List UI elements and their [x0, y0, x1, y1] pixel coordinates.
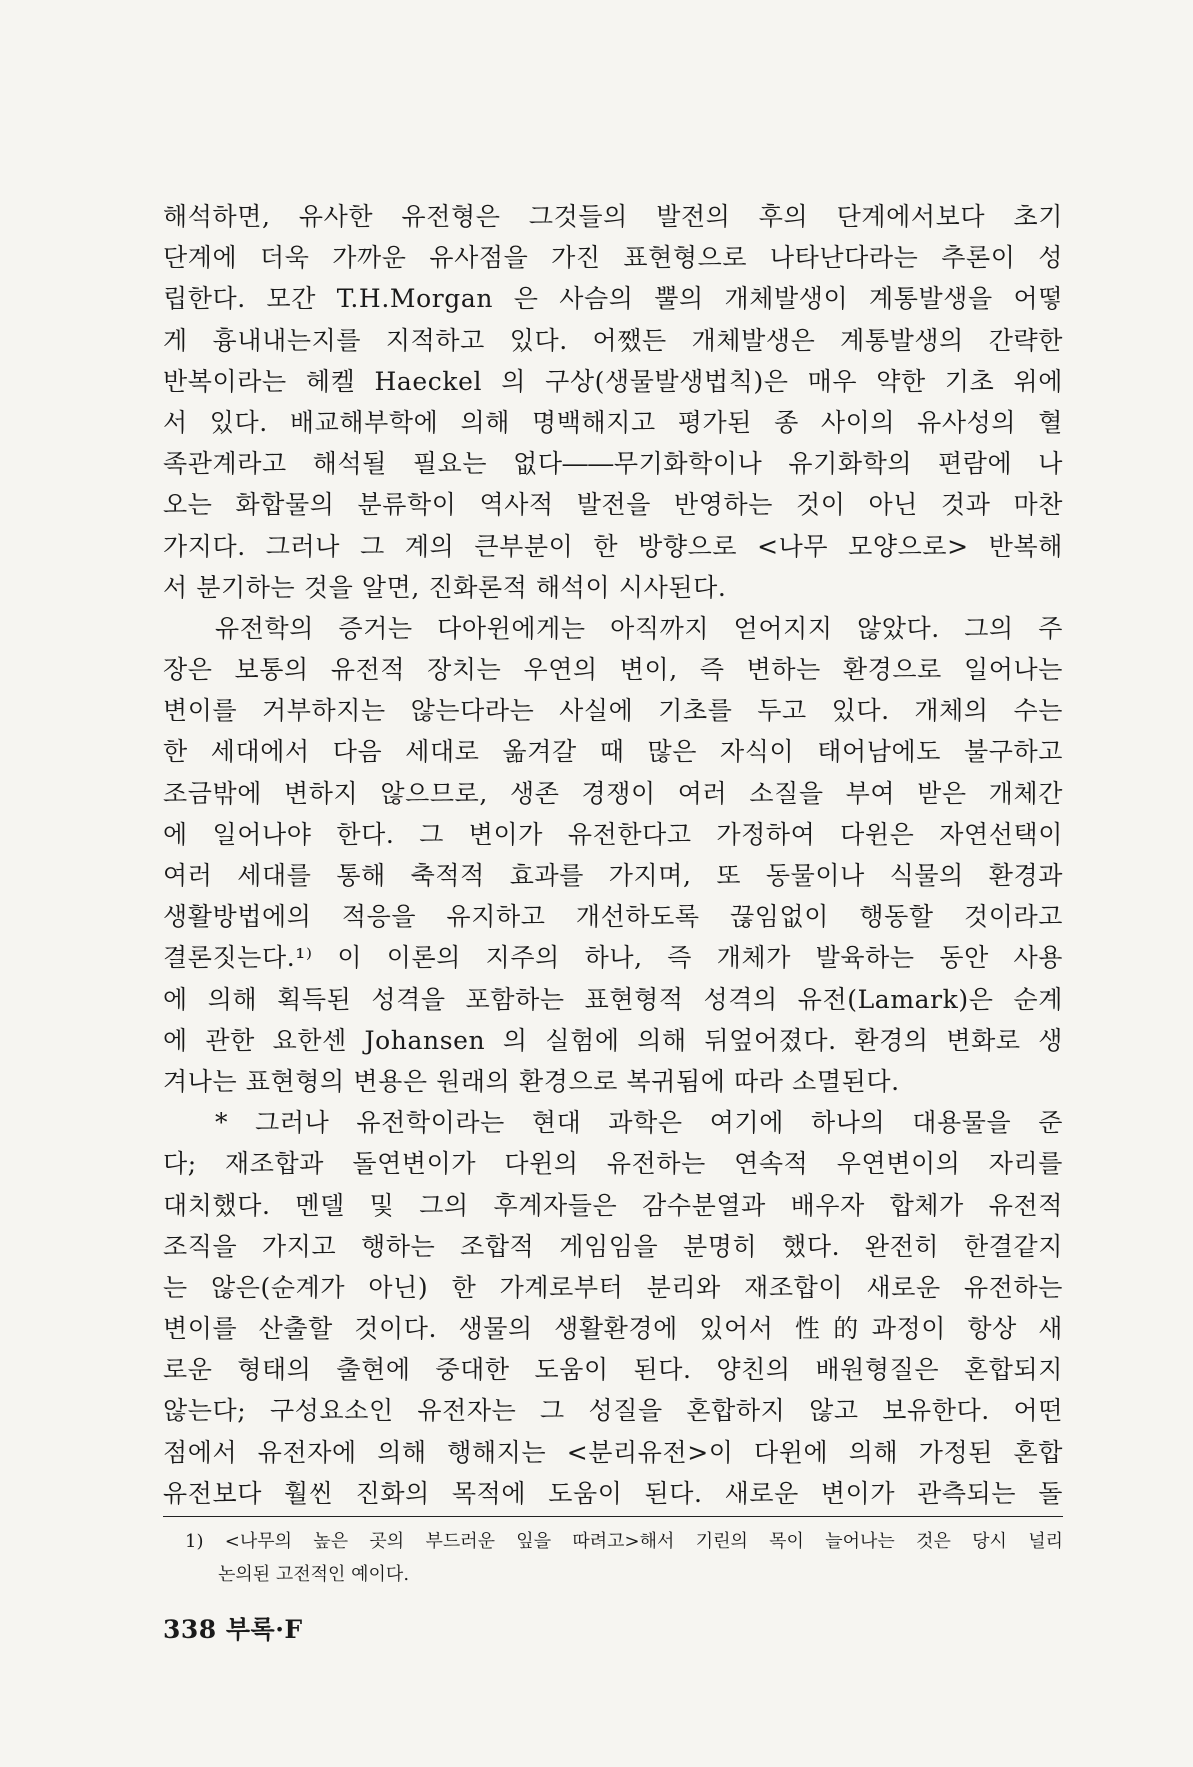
page-folio: 338 부록·F	[163, 1615, 303, 1644]
body-line: 생활방법에의 적응을 유지하고 개선하도록 끊임없이 행동할 것이라고	[163, 902, 1063, 932]
body-line: 반복이라는 헤켈 Haeckel 의 구상(생물발생법칙)은 매우 약한 기초 위에	[163, 366, 1063, 396]
body-line: 대치했다. 멘델 및 그의 후계자들은 감수분열과 배우자 합체가 유전적	[163, 1190, 1063, 1220]
body-line: 서 있다. 배교해부학에 의해 명백해지고 평가된 종 사이의 유사성의 혈	[163, 407, 1063, 437]
footnote	[185, 1525, 1063, 1591]
body-line: 는 않은(순계가 아닌) 한 가계로부터 분리와 재조합이 새로운 유전하는	[163, 1272, 1063, 1302]
body-line: 장은 보통의 유전적 장치는 우연의 변이, 즉 변하는 환경으로 일어나는	[163, 655, 1063, 685]
body-line: 로운 형태의 출현에 중대한 도움이 된다. 양친의 배원형질은 혼합되지	[163, 1355, 1063, 1385]
body-line: 유전보다 훨씬 진화의 목적에 도움이 된다. 새로운 변이가 관측되는 돌	[163, 1478, 1063, 1508]
body-line: 점에서 유전자에 의해 행해지는 <분리유전>이 다윈에 의해 가정된 혼합	[163, 1437, 1063, 1467]
body-line: 겨나는 표현형의 변용은 원래의 환경으로 복귀됨에 따라 소멸된다.	[163, 1066, 900, 1096]
body-line: 변이를 거부하지는 않는다라는 사실에 기초를 두고 있다. 개체의 수는	[163, 696, 1063, 726]
body-line: 단계에 더욱 가까운 유사점을 가진 표현형으로 나타난다라는 추론이 성	[163, 243, 1063, 273]
body-line: 오는 화합물의 분류학이 역사적 발전을 반영하는 것이 아닌 것과 마찬	[163, 490, 1063, 520]
body-line: 에 일어나야 한다. 그 변이가 유전한다고 가정하여 다윈은 자연선택이	[163, 819, 1063, 849]
body-line: 족관계라고 해석될 필요는 없다――무기화학이나 유기화학의 편람에 나	[163, 449, 1063, 479]
body-line: 다; 재조합과 돌연변이가 다윈의 유전하는 연속적 우연변이의 자리를	[163, 1149, 1063, 1179]
body-line: 서 분기하는 것을 알면, 진화론적 해석이 시사된다.	[163, 572, 727, 602]
footnote-line: 논의된 고전적인 예이다.	[218, 1564, 410, 1585]
body-line: * 그러나 유전학이라는 현대 과학은 여기에 하나의 대용물을 준	[215, 1108, 1063, 1138]
body-line: 유전학의 증거는 다아윈에게는 아직까지 얻어지지 않았다. 그의 주	[215, 613, 1063, 643]
body-text	[163, 196, 1063, 1514]
body-line: 조금밖에 변하지 않으므로, 생존 경쟁이 여러 소질을 부여 받은 개체간	[163, 778, 1063, 808]
body-line: 가지다. 그러나 그 계의 큰부분이 한 방향으로 <나무 모양으로> 반복해	[163, 531, 1063, 561]
footnote-divider	[163, 1516, 1063, 1517]
body-line: 변이를 산출할 것이다. 생물의 생활환경에 있어서 性的과정이 항상 새	[163, 1314, 1063, 1344]
body-line: 한 세대에서 다음 세대로 옮겨갈 때 많은 자식이 태어남에도 불구하고	[163, 737, 1063, 767]
body-line: 해석하면, 유사한 유전형은 그것들의 발전의 후의 단계에서보다 초기	[163, 202, 1063, 231]
body-line: 여러 세대를 통해 축적적 효과를 가지며, 또 동물이나 식물의 환경과	[163, 861, 1063, 890]
footnote-line: 1) <나무의 높은 곳의 부드러운 잎을 따려고>해서 기린의 목이 늘어나는 것은 당시 널리	[185, 1531, 1063, 1552]
body-line: 에 의해 획득된 성격을 포함하는 표현형적 성격의 유전(Lamark)은 순계	[163, 984, 1063, 1014]
body-line: 게 흉내내는지를 지적하고 있다. 어쨌든 개체발생은 계통발생의 간략한	[163, 325, 1063, 355]
body-line: 결론짓는다.¹⁾ 이 이론의 지주의 하나, 즉 개체가 발육하는 동안 사용	[163, 943, 1063, 973]
body-line: 립한다. 모간 T.H.Morgan 은 사슴의 뿔의 개체발생이 계통발생을 어떻	[163, 284, 1063, 314]
body-line: 않는다; 구성요소인 유전자는 그 성질을 혼합하지 않고 보유한다. 어떤	[163, 1396, 1063, 1426]
body-line: 에 관한 요한센 Johansen 의 실험에 의해 뒤엎어졌다. 환경의 변화로 생	[163, 1025, 1063, 1055]
body-line: 조직을 가지고 행하는 조합적 게임임을 분명히 했다. 완전히 한결같지	[163, 1231, 1063, 1261]
